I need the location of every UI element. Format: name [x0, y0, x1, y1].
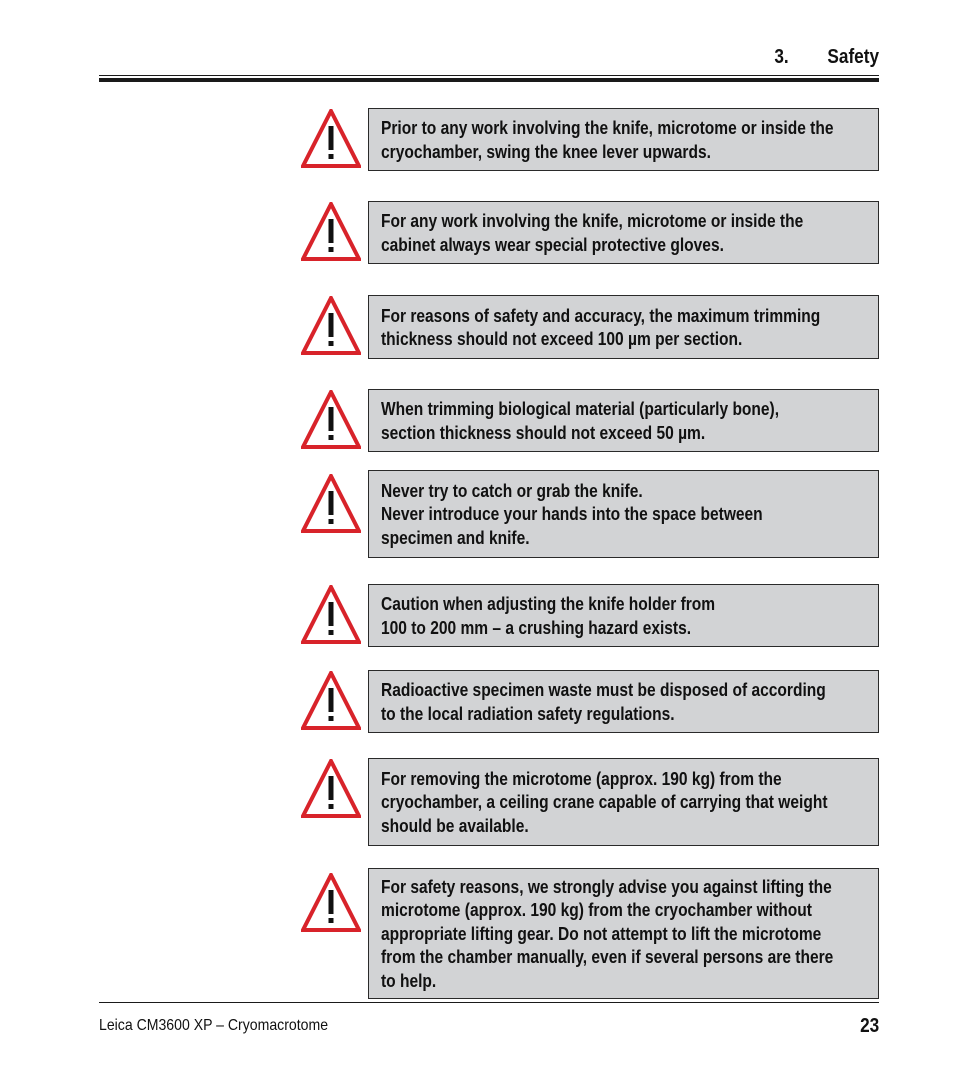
- warning-text: When trimming biological material (particularly bone), section thickness should not exceed 50 µm.: [381, 398, 780, 443]
- warning-triangle-icon: [301, 873, 361, 933]
- warning-box: [368, 868, 879, 999]
- warning-triangle-icon: [301, 296, 361, 356]
- warning-text: Radioactive specimen waste must be disposed of according to the local radiation safety regulations.: [381, 679, 826, 724]
- warning-triangle-icon: [301, 109, 361, 169]
- section-title: Safety: [827, 46, 879, 68]
- warning-box: [368, 108, 879, 171]
- warning-triangle-icon: [301, 390, 361, 450]
- page-number: 23: [859, 1015, 879, 1037]
- warning-box: [368, 389, 879, 452]
- warning-triangle-icon: [301, 202, 361, 262]
- warning-triangle-icon: [301, 474, 361, 534]
- warning-box: [368, 584, 879, 647]
- warning-triangle-icon: [301, 671, 361, 731]
- warning-text: Never try to catch or grab the knife. Never introduce your hands into the space between specimen and knife.: [381, 479, 763, 548]
- warning-triangle-icon: [301, 585, 361, 645]
- page-header: [99, 44, 879, 74]
- warning-box: [368, 201, 879, 264]
- warning-text: For reasons of safety and accuracy, the maximum trimming thickness should not exceed 100 µm per section.: [381, 304, 821, 349]
- warning-text: For any work involving the knife, microtome or inside the cabinet always wear special protective gloves.: [381, 210, 804, 255]
- warning-triangle-icon: [301, 759, 361, 819]
- footer-rule: [99, 1002, 879, 1003]
- document-title: Leica CM3600 XP – Cryomacrotome: [99, 1017, 329, 1034]
- warning-text: For removing the microtome (approx. 190 kg) from the cryochamber, a ceiling crane capable of carrying that weight should be available.: [381, 767, 828, 836]
- warning-text: Prior to any work involving the knife, microtome or inside the cryochamber, swing the knee lever upwards.: [381, 117, 834, 162]
- warning-box: [368, 670, 879, 733]
- warning-text: For safety reasons, we strongly advise you against lifting the microtome (approx. 190 kg) from the cryochamber without appropriate lifting gear. Do not attempt to lift the microtome from the chamber manually, even if several persons are there to help.: [381, 875, 834, 991]
- header-rule-thin: [99, 75, 879, 76]
- warning-box: [368, 758, 879, 846]
- warning-text: Caution when adjusting the knife holder from 100 to 200 mm – a crushing hazard exists.: [381, 593, 716, 638]
- header-rule-thick: [99, 78, 879, 82]
- section-number: 3.: [774, 46, 789, 68]
- warning-box: [368, 470, 879, 558]
- warning-box: [368, 295, 879, 359]
